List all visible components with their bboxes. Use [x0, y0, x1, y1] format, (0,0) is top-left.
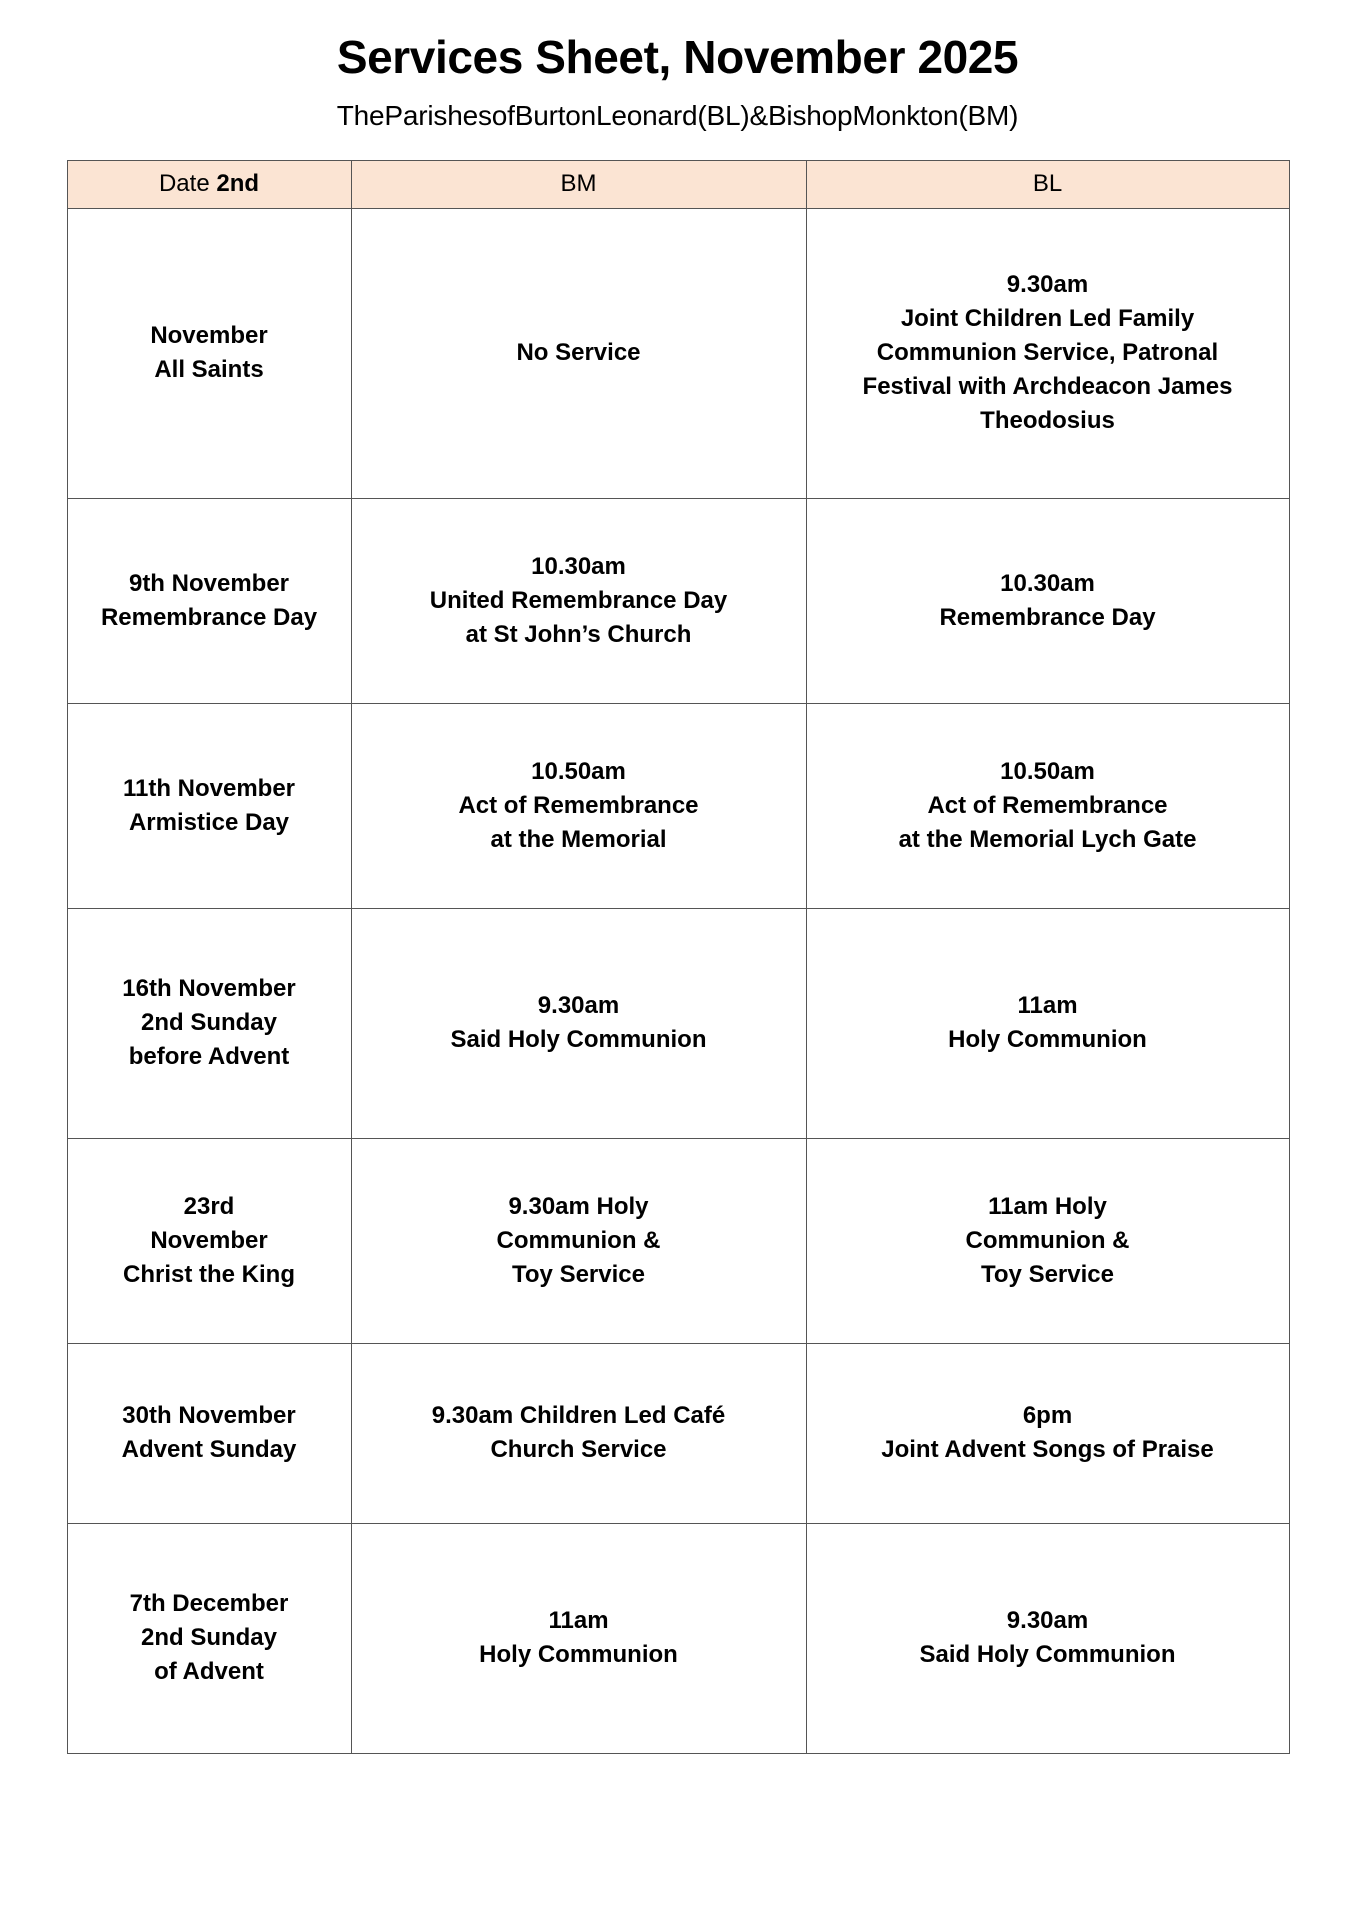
cell-bm-line: Toy Service	[512, 1260, 645, 1288]
cell-bm-line: 9.30am Children Led Café	[431, 1402, 726, 1430]
cell-date-line: Armistice Day	[128, 808, 290, 836]
cell-bl-line: Communion Service, Patronal	[876, 339, 1219, 367]
cell-date-line: 2nd Sunday	[140, 1624, 278, 1652]
cell-bm-line: 10.30am	[531, 552, 626, 580]
column-header-bl: BL	[806, 160, 1289, 208]
table-row	[67, 908, 1289, 1138]
cell-date-line: 30th November	[122, 1402, 296, 1430]
cell-date	[67, 498, 351, 703]
table-row	[67, 498, 1289, 703]
table-row	[67, 1138, 1289, 1343]
cell-bl-line: 9.30am	[1006, 1607, 1089, 1635]
cell-bl-line: Theodosius	[980, 407, 1115, 435]
cell-bm-line: Communion &	[496, 1226, 661, 1254]
cell-bm-line: 11am	[548, 1607, 609, 1635]
cell-bl-line: 6pm	[1022, 1402, 1073, 1430]
cell-date	[67, 208, 351, 498]
cell-date-line: 2nd Sunday	[140, 1009, 278, 1037]
cell-bl	[806, 208, 1289, 498]
cell-date-line: 11th November	[122, 774, 296, 802]
cell-bm	[351, 1523, 806, 1753]
cell-bm-line: 9.30am Holy	[508, 1192, 649, 1220]
cell-bm-line: at the Memorial	[490, 825, 667, 853]
cell-bm-line: No Service	[516, 339, 641, 367]
column-header-date	[67, 160, 351, 208]
cell-date-line: of Advent	[154, 1658, 264, 1686]
cell-date-line: before Advent	[128, 1043, 290, 1071]
cell-bm-line: 9.30am	[537, 992, 620, 1020]
cell-bm-line: Act of Remembrance	[458, 791, 699, 819]
cell-date	[67, 703, 351, 908]
cell-bl-line: at the Memorial Lych Gate	[898, 825, 1197, 853]
column-header-date-suffix: 2nd	[216, 169, 260, 197]
cell-bl-line: 11am	[1017, 992, 1078, 1020]
page-subtitle: TheParishesofBurtonLeonard(BL)&BishopMonkton(BM)	[336, 99, 1019, 131]
services-table-container	[67, 160, 1289, 1754]
cell-bm	[351, 908, 806, 1138]
table-body	[67, 208, 1289, 1753]
cell-date-line: Remembrance Day	[100, 603, 318, 631]
cell-date-line: 23rd	[183, 1192, 235, 1220]
cell-bm-line: Church Service	[490, 1436, 667, 1464]
column-header-date-prefix: Date	[158, 169, 217, 197]
cell-bl	[806, 1138, 1289, 1343]
cell-date-line: November	[150, 322, 268, 350]
cell-date	[67, 1523, 351, 1753]
table-header	[67, 160, 1289, 208]
cell-bl	[806, 1343, 1289, 1523]
cell-bl	[806, 1523, 1289, 1753]
cell-bl-line: Festival with Archdeacon James	[862, 373, 1233, 401]
cell-bm	[351, 498, 806, 703]
cell-bl-line: Joint Advent Songs of Praise	[881, 1436, 1214, 1464]
cell-date-line: November	[150, 1226, 268, 1254]
cell-bl-line: Toy Service	[981, 1260, 1114, 1288]
cell-bl-line: 11am Holy	[988, 1192, 1107, 1220]
cell-bm-line: Said Holy Communion	[450, 1026, 707, 1054]
table-row	[67, 1343, 1289, 1523]
cell-date-line: All Saints	[154, 356, 264, 384]
table-row	[67, 1523, 1289, 1753]
cell-bl-line: Communion &	[965, 1226, 1130, 1254]
cell-bl-line: Remembrance Day	[939, 603, 1156, 631]
table-row	[67, 208, 1289, 498]
cell-bm	[351, 1343, 806, 1523]
cell-bl	[806, 908, 1289, 1138]
cell-bm	[351, 1138, 806, 1343]
cell-date	[67, 908, 351, 1138]
cell-bm-line: United Remembrance Day	[429, 586, 728, 614]
cell-date-line: 9th November	[128, 569, 290, 597]
cell-date	[67, 1138, 351, 1343]
cell-date	[67, 1343, 351, 1523]
cell-bl-line: Joint Children Led Family	[900, 305, 1195, 333]
table-row	[67, 703, 1289, 908]
cell-bm	[351, 208, 806, 498]
cell-bl-line: 9.30am	[1006, 271, 1089, 298]
cell-date-line: Advent Sunday	[121, 1436, 297, 1464]
cell-bm-line: at St John’s Church	[465, 620, 692, 648]
page-title: Services Sheet, November 2025	[336, 31, 1019, 83]
cell-date-line: 16th November	[122, 975, 296, 1003]
cell-bl-line: Said Holy Communion	[919, 1641, 1176, 1669]
cell-bm	[351, 703, 806, 908]
cell-bl-line: 10.30am	[1000, 569, 1095, 597]
cell-bl	[806, 703, 1289, 908]
cell-bl	[806, 498, 1289, 703]
table-header-row	[67, 160, 1289, 208]
cell-bl-line: 10.50am	[1000, 757, 1095, 785]
services-table	[67, 160, 1290, 1754]
cell-bl-line: Holy Communion	[948, 1026, 1147, 1054]
cell-date-line: Christ the King	[123, 1260, 295, 1288]
cell-bm-line: Holy Communion	[479, 1641, 678, 1669]
cell-bl-line: Act of Remembrance	[927, 791, 1168, 819]
cell-date-line: 7th December	[129, 1590, 289, 1618]
column-header-bm: BM	[351, 160, 806, 208]
cell-bm-line: 10.50am	[531, 757, 626, 785]
